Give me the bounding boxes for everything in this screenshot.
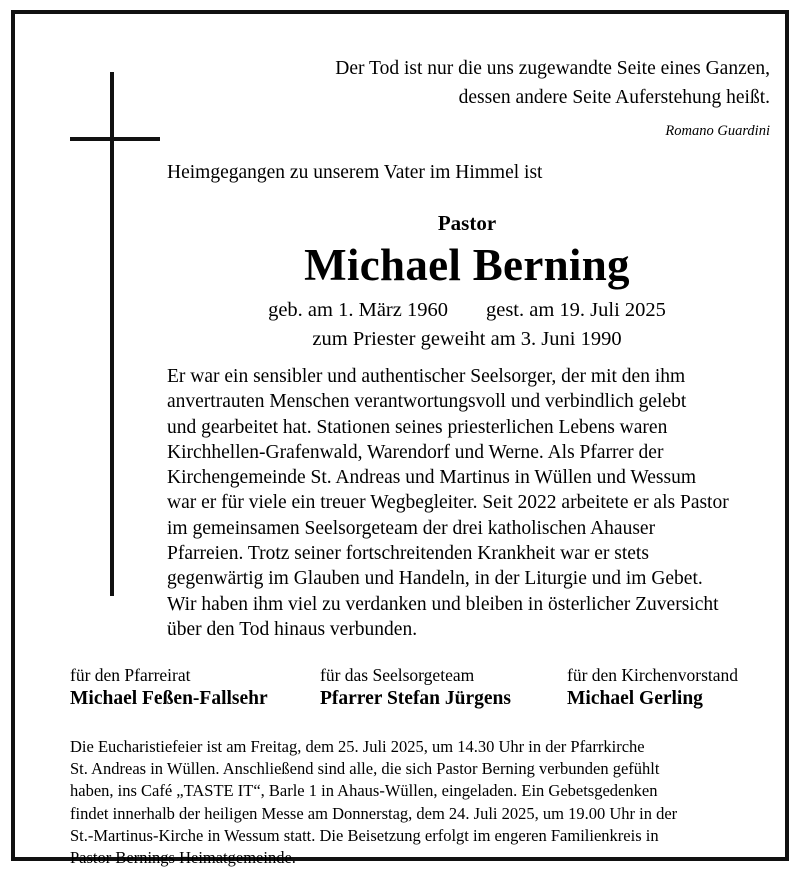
- biography-line: Kirchhellen-Grafenwald, Warendorf und Werne. Als Pfarrer der: [167, 441, 664, 463]
- signatory-block: [70, 664, 770, 711]
- signatory-role: für den Kirchenvorstand: [567, 665, 739, 685]
- deceased-identity-block: [167, 210, 767, 354]
- cross-icon-horizontal-beam: [70, 137, 160, 141]
- signatory-column-pfarreirat: [70, 664, 320, 711]
- signatory-role: für das Seelsorgeteam: [320, 665, 475, 685]
- biography-line: Pfarreien. Trotz seiner fortschreitenden Krankheit war er stets: [167, 543, 649, 565]
- signatory-role: für den Pfarreirat: [70, 665, 191, 685]
- service-details-line: haben, ins Café „TASTE IT“, Barle 1 in Ahaus-Wüllen, eingeladen. Ein Gebetsgedenken: [70, 781, 658, 801]
- biography-line: Wir haben ihm viel zu verdanken und bleiben in österlicher Zuversicht: [167, 593, 719, 615]
- biography-line: und gearbeitet hat. Stationen seines priesterlichen Lebens waren: [167, 416, 668, 438]
- biography-line: anvertrauten Menschen verantwortungsvoll und verbindlich gelebt: [167, 391, 687, 413]
- memorial-quote: [185, 54, 770, 141]
- biography-line: gegenwärtig im Glauben und Handeln, in der Liturgie und im Gebet.: [167, 568, 703, 590]
- death-date: gest. am 19. Juli 2025: [485, 299, 666, 321]
- signatory-name: Michael Feßen-Fallsehr: [70, 688, 268, 709]
- quote-line-2: dessen andere Seite Auferstehung heißt.: [458, 87, 770, 108]
- service-details-line: St.-Martinus-Kirche in Wessum statt. Die Beisetzung erfolgt im engeren Familienkreis in: [70, 825, 659, 845]
- biography-line: war er für viele ein treuer Wegbegleiter. Seit 2022 arbeitete er als Pastor: [167, 492, 729, 514]
- signatory-name: Pfarrer Stefan Jürgens: [320, 688, 511, 709]
- service-details-line: Pastor Bernings Heimatgemeinde.: [70, 848, 296, 868]
- signatory-column-kirchenvorstand: [567, 664, 770, 711]
- notice-border-frame: [11, 10, 789, 868]
- cross-icon-vertical-beam: [110, 72, 114, 596]
- ordination-date: zum Priester geweiht am 3. Juni 1990: [312, 328, 622, 350]
- biography-line: über den Tod hinaus verbunden.: [167, 618, 418, 640]
- quote-line-1: Der Tod ist nur die uns zugewandte Seite eines Ganzen,: [335, 58, 770, 79]
- biography-line: im gemeinsamen Seelsorgeteam der drei katholischen Ahauser: [167, 517, 656, 539]
- deceased-name: Michael Berning: [304, 240, 630, 290]
- biography-line: Er war ein sensibler und authentischer Seelsorger, der mit den ihm: [167, 366, 686, 387]
- service-details-paragraph: [70, 736, 770, 869]
- biography-paragraph: [167, 364, 767, 642]
- intro-text: Heimgegangen zu unserem Vater im Himmel ist: [167, 162, 543, 183]
- deceased-title: Pastor: [437, 211, 497, 235]
- biography-line: Kirchengemeinde St. Andreas und Martinus in Wüllen und Wessum: [167, 467, 697, 489]
- service-details-line: Die Eucharistiefeier ist am Freitag, dem 25. Juli 2025, um 14.30 Uhr in der Pfarrkirche: [70, 737, 645, 756]
- service-details-line: St. Andreas in Wüllen. Anschließend sind alle, die sich Pastor Berning verbunden gefühlt: [70, 759, 660, 779]
- signatory-name: Michael Gerling: [567, 688, 703, 709]
- birth-date: geb. am 1. März 1960: [268, 299, 448, 321]
- signatory-column-seelsorgeteam: [320, 664, 567, 711]
- life-dates: [167, 296, 767, 325]
- quote-attribution: Romano Guardini: [665, 123, 770, 139]
- service-details-line: findet innerhalb der heiligen Messe am Donnerstag, dem 24. Juli 2025, um 19.00 Uhr in der: [70, 803, 678, 823]
